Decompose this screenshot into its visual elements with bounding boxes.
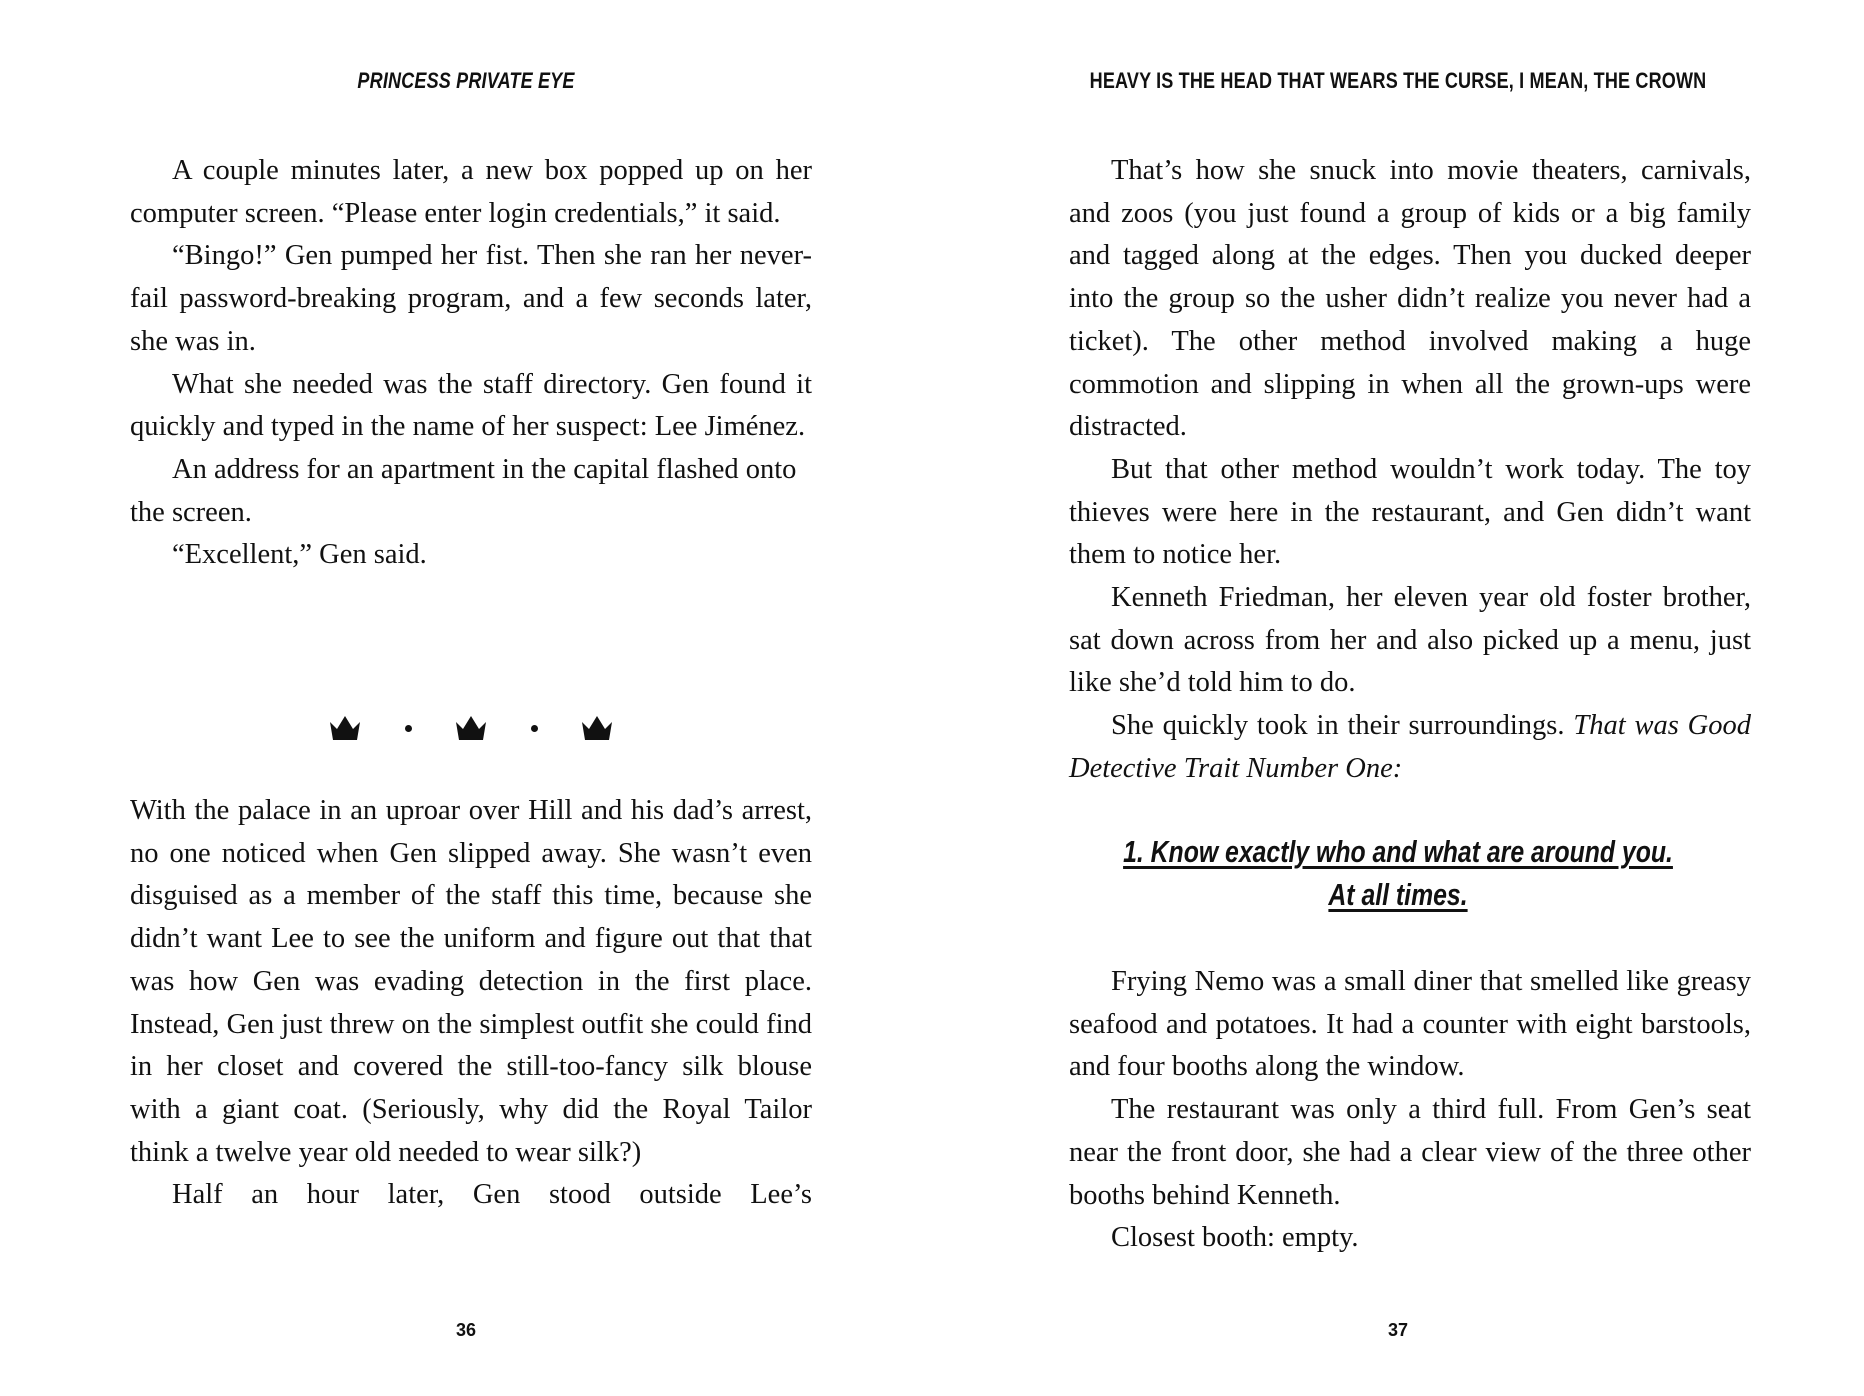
paragraph: What she needed was the staff directory. Gen found it quickly and typed in the name of her suspect: Lee Jiménez.: [130, 368, 812, 443]
page-number-left: 36: [455, 1320, 477, 1340]
paragraph: But that other method wouldn’t work today. The toy thieves were here in the restaurant, and Gen didn’t want them to notice her.: [1069, 453, 1751, 571]
paragraph: Half an hour later, Gen stood outside Lee’s: [172, 1179, 812, 1211]
right-text-top: [1069, 150, 1751, 791]
paragraph: “Bingo!” Gen pumped her fist. Then she ran her never-fail password-breaking program, and a few seconds later, she was in.: [130, 240, 812, 357]
running-head-right: HEAVY IS THE HEAD THAT WEARS THE CURSE, I MEAN, THE CROWN: [1089, 68, 1707, 93]
paragraph: An address for an apartment in the capital flashed onto the screen.: [130, 453, 797, 528]
paragraph: A couple minutes later, a new box popped up on her computer screen. “Please enter login credentials,” it said.: [130, 155, 812, 229]
paragraph: Closest booth: empty.: [1111, 1222, 1359, 1254]
crown-icon: [456, 716, 486, 740]
left-text-top: [130, 150, 812, 577]
crown-icon: [582, 716, 612, 740]
trait-intro: She quickly took in their surroundings.: [1111, 710, 1574, 742]
trait-heading-line-1: 1. Know exactly who and what are around you.: [1123, 834, 1673, 869]
running-head-left: PRINCESS PRIVATE EYE: [357, 68, 575, 93]
paragraph: “Excellent,” Gen said.: [172, 539, 427, 571]
paragraph: Kenneth Friedman, her eleven year old foster brother, sat down across from her and also picked up a menu, just like she’d told him to do.: [1069, 582, 1751, 699]
crown-icon: [330, 716, 360, 740]
right-page: [932, 0, 1864, 1396]
paragraph: With the palace in an uproar over Hill and his dad’s arrest, no one noticed when Gen slipped away. She wasn’t even disguised as a member of the staff this time, because she didn’t want Lee to see the uniform and figure out that that was how Gen was evading detection in the first place. Instead, Gen just threw on the simplest outfit she could find in her closet and covered the still-too-fancy silk blouse with a giant coat. (Seriously, why did the Royal Tailor think a twelve year old needed to wear silk?): [130, 795, 812, 1168]
dot-icon: [531, 725, 538, 732]
paragraph: That’s how she snuck into movie theaters, carnivals, and zoos (you just found a group of kids or a big family and tagged along at the edges. Then you ducked deeper into the group so the usher didn’t realize you never had a ticket). The other method involved making a huge commotion and slipping in when all the grown-ups were distracted.: [1069, 155, 1751, 443]
right-text-bottom: [1069, 961, 1751, 1260]
paragraph: Frying Nemo was a small diner that smelled like greasy seafood and potatoes. It had a counter with eight barstools, and four booths along the window.: [1069, 966, 1751, 1083]
paragraph: [1069, 705, 1751, 790]
trait-intro-italic: That was Good Detective Trait Number One:: [1069, 710, 1751, 784]
dot-icon: [405, 725, 412, 732]
detective-trait-heading: [932, 830, 1864, 916]
page-number-right: 37: [1387, 1320, 1409, 1340]
paragraph: The restaurant was only a third full. From Gen’s seat near the front door, she had a clear view of the three other booths behind Kenneth.: [1069, 1094, 1751, 1211]
section-break-ornament: [330, 706, 612, 750]
trait-heading-line-2: At all times.: [1328, 877, 1468, 912]
left-text-bottom: [130, 790, 812, 1217]
